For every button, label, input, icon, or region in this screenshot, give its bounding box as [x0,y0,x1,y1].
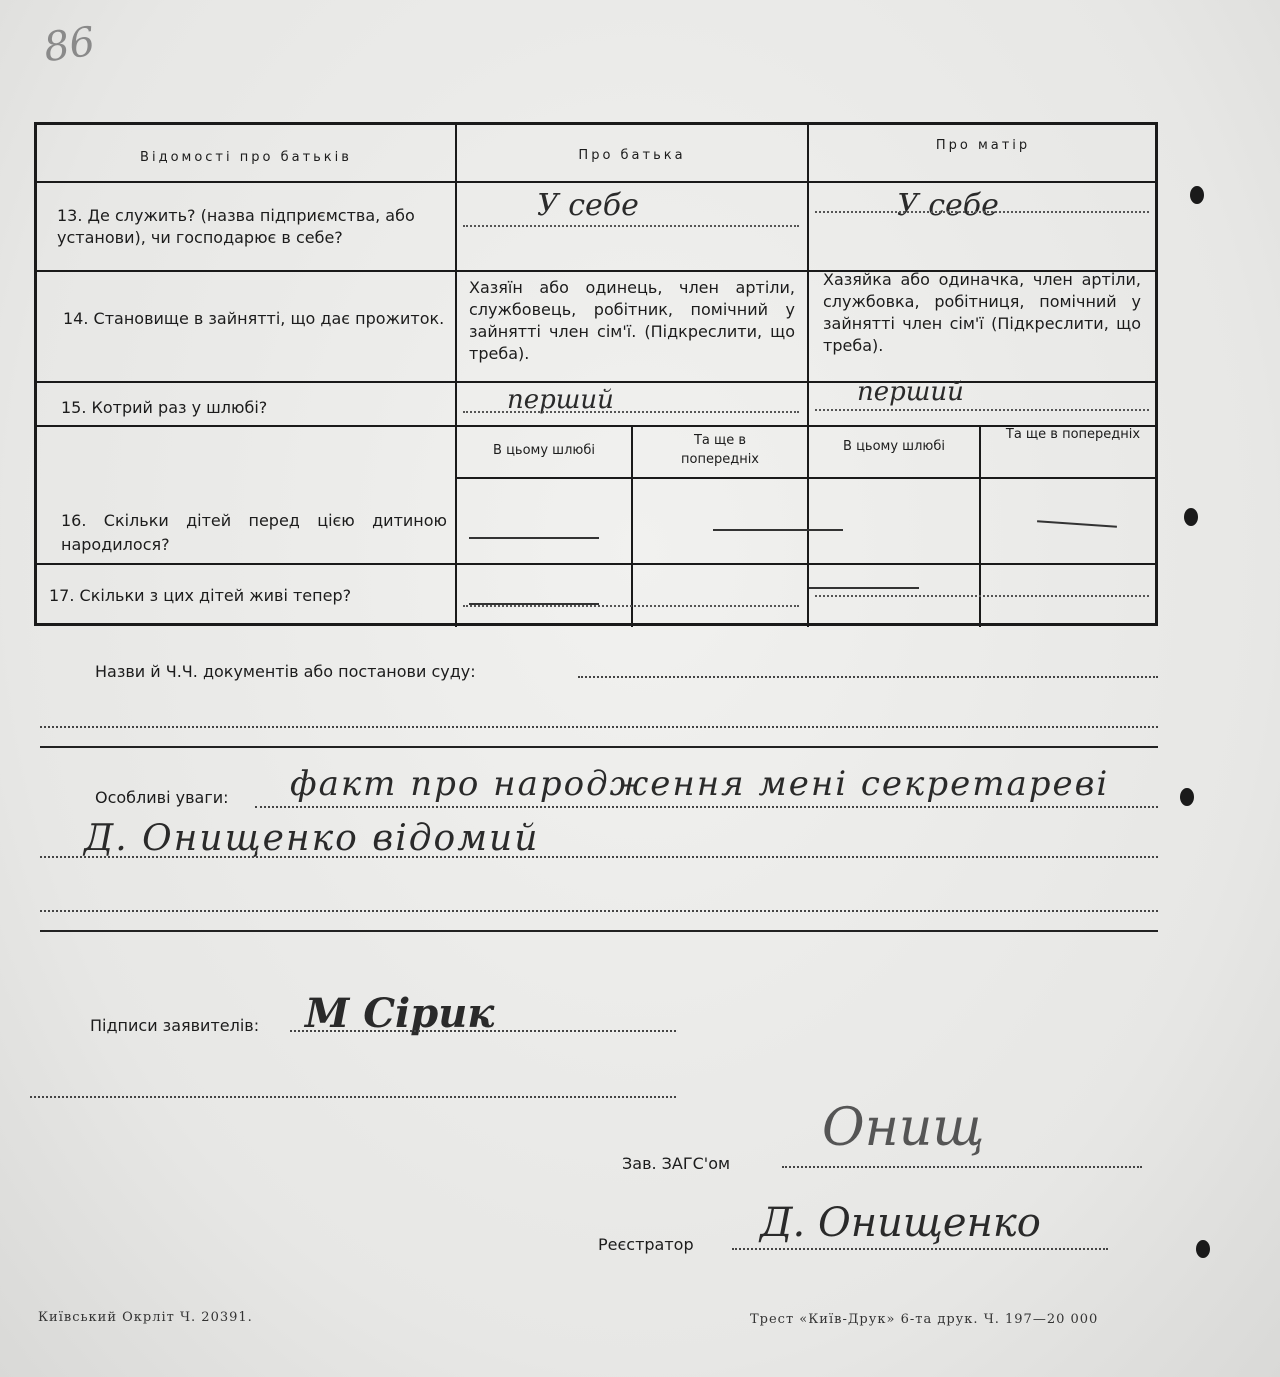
documents-label: Назви й Ч.Ч. документів або постанови суду: [95,662,476,681]
head-zags-label: Зав. ЗАГС'ом [622,1154,731,1173]
sub-header-previous: Та ще в попередніх [1005,427,1141,442]
mother-marriage-count-answer: перший [857,377,964,407]
binding-hole [1190,186,1204,204]
notes-label: Особливі уваги: [95,788,229,807]
head-zags-line [782,1166,1142,1168]
page-number: 86 [41,18,98,72]
dash-mark [713,529,843,531]
answer-line [463,411,799,413]
notes-text-line2: Д. Онищенко відомий [84,818,540,859]
answer-line [815,211,1149,213]
documents-line [578,676,1158,678]
dash-mark [809,587,919,589]
sub-header-this-marriage: В цьому шлюбі [843,439,945,454]
row-divider [37,425,1157,427]
mother-workplace-answer: У себе [897,188,999,223]
registrar-signature: Д. Онищенко [760,1200,1041,1246]
footer-left-imprint: Київський Окрліт Ч. 20391. [38,1310,253,1325]
header-father: Про батька [578,148,686,163]
registrar-label: Реєстратор [598,1235,694,1254]
applicants-label: Підписи заявителів: [90,1016,260,1035]
sub-header-this-marriage: В цьому шлюбі [493,443,595,458]
col-divider [807,125,809,627]
notes-line [40,910,1158,912]
question-16: 16. Скільки дітей перед цією дитиною народилося? [61,511,447,554]
parents-info-table [34,122,1158,626]
row-divider [37,563,1157,565]
section-rule [40,746,1158,748]
dash-mark [1037,520,1117,528]
answer-line [463,225,799,227]
applicants-line [30,1096,676,1098]
row-divider [455,477,1157,479]
father-marriage-count-answer: перший [507,385,614,415]
col-divider [455,125,457,627]
registrar-line [732,1248,1108,1250]
col-divider [631,425,633,627]
documents-line [40,726,1158,728]
father-workplace-answer: У себе [537,188,639,223]
header-mother: Про матір [935,138,1031,153]
answer-line [463,605,799,607]
binding-hole [1196,1240,1210,1258]
notes-text-line1: факт про народження мені секретареві [290,764,1110,804]
dash-mark [469,537,599,539]
question-17: 17. Скільки з цих дітей живі тепер? [49,586,352,605]
notes-line [255,806,1158,808]
applicants-signature: М Сірик [305,990,495,1037]
binding-hole [1180,788,1194,806]
answer-line [815,595,1149,597]
question-13: 13. Де служить? (назва підприємства, або установи), чи господарює в себе? [57,206,415,247]
footer-right-imprint: Трест «Київ-Друк» 6-та друк. Ч. 197—20 000 [750,1312,1099,1327]
answer-line [815,409,1149,411]
head-zags-signature: Онищ [822,1098,985,1158]
header-info: Відомості про батьків [140,150,352,165]
question-14: 14. Становище в зайнятті, що дає прожиток. [63,309,445,328]
mother-occupation-options: Хазяйка або одиначка, член артіли, службовка, робітниця, помічний у зайнятті член сім'ї (Підкреслити, що треба). [823,270,1141,355]
father-occupation-options: Хазяїн або одинець, член артіли, службовець, робітник, помічний у зайнятті член сім'ї. (Підкреслити, що треба). [469,278,795,363]
applicants-line [290,1030,676,1032]
notes-line [40,856,1158,858]
sub-header-previous: Та ще в попередніх [681,433,759,467]
question-15: 15. Котрий раз у шлюбі? [61,398,268,417]
row-divider [37,181,1157,183]
binding-hole [1184,508,1198,526]
section-rule [40,930,1158,932]
row-divider [37,381,1157,383]
